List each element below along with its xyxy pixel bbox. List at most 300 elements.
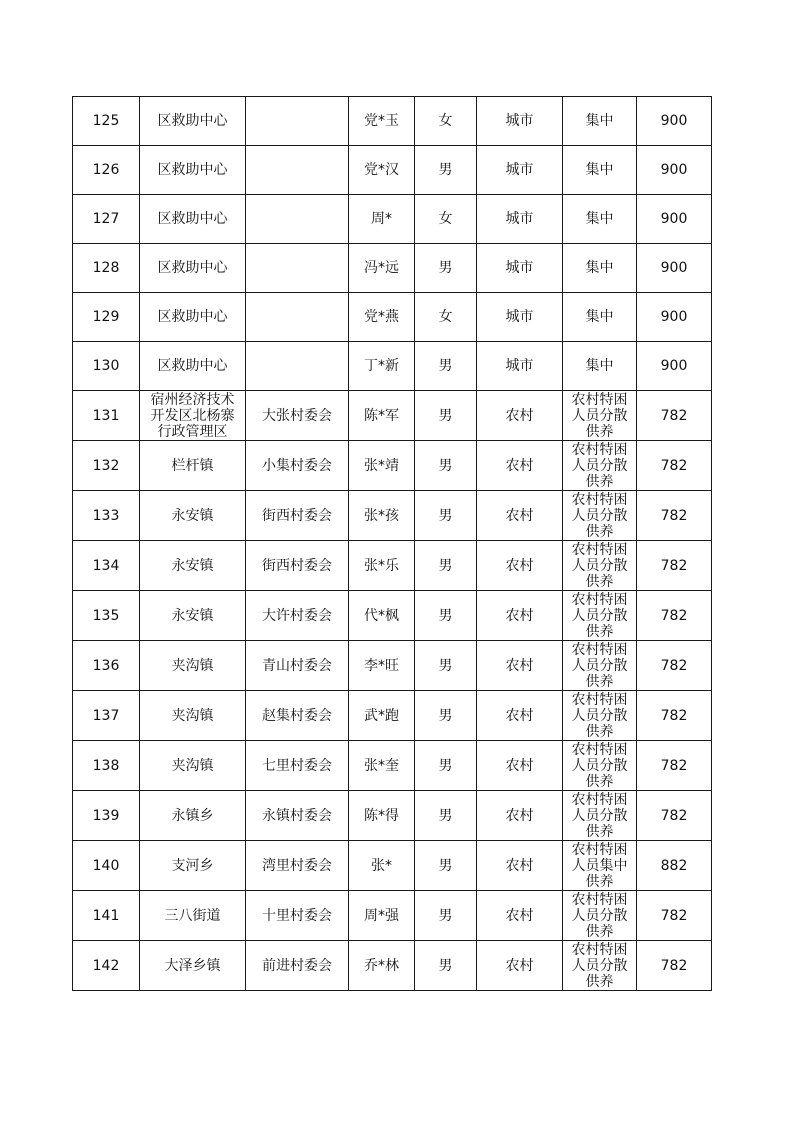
person-name-cell-text: 张*孩 <box>364 507 399 524</box>
person-name-cell-text: 党*燕 <box>364 309 399 325</box>
amount-cell <box>637 491 712 541</box>
support-type-cell <box>563 491 637 541</box>
village-cell <box>246 941 349 991</box>
town-cell <box>140 97 246 146</box>
amount-cell-text: 782 <box>660 807 688 824</box>
town-cell-text: 夹沟镇 <box>171 707 214 724</box>
amount-cell <box>637 791 712 841</box>
amount-cell <box>637 97 712 146</box>
area-type-cell-text: 农村 <box>505 407 534 424</box>
town-cell <box>140 441 246 491</box>
amount-cell-text: 782 <box>660 907 688 924</box>
area-type-cell-text: 农村 <box>505 707 534 724</box>
village-cell <box>246 741 349 791</box>
amount-cell <box>637 441 712 491</box>
person-name-cell-text: 周*强 <box>364 907 399 924</box>
serial-number-cell-text: 139 <box>92 807 120 824</box>
gender-cell-text: 男 <box>438 358 453 374</box>
table-row <box>73 146 712 195</box>
gender-cell-text: 男 <box>438 857 453 874</box>
support-type-cell-text: 集中 <box>585 309 614 325</box>
area-type-cell <box>477 791 563 841</box>
gender-cell-text: 男 <box>438 407 453 424</box>
amount-cell-text: 782 <box>660 507 688 524</box>
serial-number-cell <box>73 891 140 941</box>
town-cell-text: 永镇乡 <box>171 807 214 824</box>
village-cell <box>246 146 349 195</box>
gender-cell-text: 男 <box>438 260 453 276</box>
village-cell-text: 大张村委会 <box>262 407 332 424</box>
gender-cell <box>415 791 477 841</box>
serial-number-cell <box>73 195 140 244</box>
town-cell-text: 支河乡 <box>171 857 214 874</box>
support-type-cell <box>563 195 637 244</box>
village-cell-text: 大许村委会 <box>262 607 332 624</box>
area-type-cell <box>477 741 563 791</box>
amount-cell <box>637 293 712 342</box>
village-cell <box>246 391 349 441</box>
amount-cell-text: 900 <box>660 211 688 227</box>
serial-number-cell-text: 125 <box>92 113 120 129</box>
amount-cell-text: 782 <box>660 457 688 474</box>
person-name-cell <box>349 97 415 146</box>
support-type-cell <box>563 244 637 293</box>
support-type-cell <box>563 641 637 691</box>
gender-cell <box>415 891 477 941</box>
person-name-cell-text: 党*玉 <box>364 113 399 129</box>
table-row <box>73 891 712 941</box>
area-type-cell <box>477 195 563 244</box>
area-type-cell <box>477 691 563 741</box>
gender-cell <box>415 97 477 146</box>
serial-number-cell-text: 134 <box>92 557 120 574</box>
amount-cell-text: 900 <box>660 260 688 276</box>
town-cell <box>140 591 246 641</box>
serial-number-cell <box>73 841 140 891</box>
gender-cell-text: 男 <box>438 557 453 574</box>
town-cell <box>140 741 246 791</box>
gender-cell <box>415 146 477 195</box>
serial-number-cell-text: 138 <box>92 757 120 774</box>
serial-number-cell <box>73 741 140 791</box>
recipients-table <box>72 96 712 991</box>
support-type-cell-text: 农村特困人员集中供养 <box>571 842 628 889</box>
gender-cell <box>415 342 477 391</box>
amount-cell <box>637 244 712 293</box>
area-type-cell-text: 城市 <box>505 162 534 178</box>
support-type-cell <box>563 97 637 146</box>
village-cell <box>246 97 349 146</box>
person-name-cell <box>349 741 415 791</box>
village-cell-text: 前进村委会 <box>262 957 332 974</box>
town-cell-text: 夹沟镇 <box>171 657 214 674</box>
support-type-cell <box>563 441 637 491</box>
table-row <box>73 741 712 791</box>
table-row <box>73 293 712 342</box>
table-row <box>73 591 712 641</box>
village-cell <box>246 591 349 641</box>
town-cell <box>140 146 246 195</box>
person-name-cell-text: 陈*军 <box>364 407 399 424</box>
town-cell-text: 永安镇 <box>171 507 214 524</box>
serial-number-cell-text: 137 <box>92 707 120 724</box>
amount-cell <box>637 146 712 195</box>
gender-cell-text: 男 <box>438 162 453 178</box>
gender-cell-text: 女 <box>438 211 453 227</box>
serial-number-cell-text: 131 <box>92 407 120 424</box>
serial-number-cell <box>73 97 140 146</box>
support-type-cell-text: 集中 <box>585 211 614 227</box>
support-type-cell <box>563 591 637 641</box>
village-cell-text: 七里村委会 <box>262 757 332 774</box>
town-cell <box>140 244 246 293</box>
support-type-cell-text: 农村特困人员分散供养 <box>571 742 628 789</box>
person-name-cell <box>349 391 415 441</box>
village-cell <box>246 691 349 741</box>
town-cell <box>140 791 246 841</box>
table-row <box>73 641 712 691</box>
person-name-cell <box>349 342 415 391</box>
amount-cell-text: 782 <box>660 407 688 424</box>
gender-cell-text: 男 <box>438 657 453 674</box>
town-cell <box>140 641 246 691</box>
area-type-cell-text: 农村 <box>505 607 534 624</box>
amount-cell <box>637 841 712 891</box>
person-name-cell-text: 丁*新 <box>364 358 399 374</box>
town-cell <box>140 195 246 244</box>
serial-number-cell-text: 142 <box>92 957 120 974</box>
serial-number-cell <box>73 342 140 391</box>
amount-cell-text: 900 <box>660 309 688 325</box>
person-name-cell <box>349 244 415 293</box>
amount-cell-text: 782 <box>660 607 688 624</box>
amount-cell-text: 882 <box>660 857 688 874</box>
village-cell-text: 小集村委会 <box>262 457 332 474</box>
amount-cell-text: 782 <box>660 957 688 974</box>
serial-number-cell <box>73 791 140 841</box>
village-cell <box>246 244 349 293</box>
area-type-cell <box>477 941 563 991</box>
village-cell-text: 赵集村委会 <box>262 707 332 724</box>
town-cell-text: 区救助中心 <box>157 211 228 227</box>
gender-cell <box>415 195 477 244</box>
serial-number-cell-text: 133 <box>92 507 120 524</box>
serial-number-cell-text: 132 <box>92 457 120 474</box>
amount-cell <box>637 591 712 641</box>
support-type-cell-text: 农村特困人员分散供养 <box>571 892 628 939</box>
table-row <box>73 441 712 491</box>
area-type-cell <box>477 891 563 941</box>
person-name-cell-text: 李*旺 <box>364 657 399 674</box>
town-cell-text: 大泽乡镇 <box>164 957 221 974</box>
amount-cell <box>637 741 712 791</box>
gender-cell-text: 男 <box>438 507 453 524</box>
town-cell <box>140 541 246 591</box>
gender-cell-text: 男 <box>438 607 453 624</box>
serial-number-cell <box>73 591 140 641</box>
village-cell <box>246 441 349 491</box>
table-row <box>73 941 712 991</box>
person-name-cell-text: 周* <box>371 211 392 227</box>
gender-cell <box>415 491 477 541</box>
town-cell <box>140 891 246 941</box>
serial-number-cell-text: 129 <box>92 309 120 325</box>
support-type-cell-text: 农村特困人员分散供养 <box>571 692 628 739</box>
village-cell-text: 湾里村委会 <box>262 857 332 874</box>
village-cell <box>246 791 349 841</box>
amount-cell-text: 782 <box>660 557 688 574</box>
gender-cell-text: 男 <box>438 957 453 974</box>
area-type-cell <box>477 641 563 691</box>
person-name-cell <box>349 491 415 541</box>
person-name-cell-text: 张*靖 <box>364 457 399 474</box>
area-type-cell <box>477 342 563 391</box>
person-name-cell-text: 张*奎 <box>364 757 399 774</box>
area-type-cell-text: 农村 <box>505 807 534 824</box>
village-cell-text: 街西村委会 <box>262 507 332 524</box>
town-cell <box>140 293 246 342</box>
person-name-cell <box>349 293 415 342</box>
town-cell <box>140 491 246 541</box>
person-name-cell <box>349 641 415 691</box>
person-name-cell-text: 张* <box>371 857 392 874</box>
support-type-cell-text: 集中 <box>585 162 614 178</box>
amount-cell-text: 900 <box>660 358 688 374</box>
village-cell <box>246 891 349 941</box>
town-cell-text: 三八街道 <box>164 907 221 924</box>
area-type-cell-text: 农村 <box>505 657 534 674</box>
gender-cell <box>415 841 477 891</box>
gender-cell-text: 男 <box>438 757 453 774</box>
person-name-cell-text: 陈*得 <box>364 807 399 824</box>
amount-cell <box>637 941 712 991</box>
gender-cell <box>415 244 477 293</box>
area-type-cell-text: 农村 <box>505 957 534 974</box>
support-type-cell <box>563 741 637 791</box>
area-type-cell <box>477 591 563 641</box>
area-type-cell-text: 城市 <box>505 211 534 227</box>
town-cell <box>140 342 246 391</box>
village-cell-text: 青山村委会 <box>262 657 332 674</box>
area-type-cell <box>477 541 563 591</box>
gender-cell-text: 女 <box>438 309 453 325</box>
area-type-cell <box>477 97 563 146</box>
village-cell-text: 永镇村委会 <box>262 807 332 824</box>
serial-number-cell-text: 135 <box>92 607 120 624</box>
amount-cell-text: 782 <box>660 657 688 674</box>
serial-number-cell-text: 140 <box>92 857 120 874</box>
area-type-cell <box>477 441 563 491</box>
support-type-cell-text: 农村特困人员分散供养 <box>571 442 628 489</box>
area-type-cell-text: 农村 <box>505 557 534 574</box>
village-cell <box>246 641 349 691</box>
support-type-cell <box>563 941 637 991</box>
gender-cell <box>415 941 477 991</box>
table-row <box>73 391 712 441</box>
support-type-cell <box>563 541 637 591</box>
person-name-cell-text: 武*跑 <box>364 707 399 724</box>
gender-cell <box>415 541 477 591</box>
town-cell <box>140 391 246 441</box>
support-type-cell-text: 农村特困人员分散供养 <box>571 392 628 439</box>
support-type-cell-text: 农村特困人员分散供养 <box>571 492 628 539</box>
serial-number-cell <box>73 491 140 541</box>
serial-number-cell <box>73 146 140 195</box>
amount-cell <box>637 641 712 691</box>
gender-cell <box>415 741 477 791</box>
gender-cell <box>415 641 477 691</box>
town-cell-text: 区救助中心 <box>157 260 228 276</box>
table-row <box>73 491 712 541</box>
serial-number-cell <box>73 691 140 741</box>
support-type-cell <box>563 841 637 891</box>
table-row <box>73 342 712 391</box>
support-type-cell <box>563 391 637 441</box>
amount-cell <box>637 891 712 941</box>
person-name-cell <box>349 791 415 841</box>
person-name-cell <box>349 195 415 244</box>
support-type-cell <box>563 146 637 195</box>
area-type-cell <box>477 244 563 293</box>
serial-number-cell <box>73 641 140 691</box>
town-cell-text: 永安镇 <box>171 607 214 624</box>
village-cell <box>246 342 349 391</box>
serial-number-cell-text: 141 <box>92 907 120 924</box>
person-name-cell-text: 乔*林 <box>364 957 399 974</box>
area-type-cell-text: 城市 <box>505 309 534 325</box>
serial-number-cell <box>73 391 140 441</box>
table-row <box>73 691 712 741</box>
amount-cell <box>637 195 712 244</box>
village-cell <box>246 195 349 244</box>
area-type-cell-text: 城市 <box>505 113 534 129</box>
area-type-cell <box>477 146 563 195</box>
area-type-cell-text: 城市 <box>505 358 534 374</box>
support-type-cell-text: 农村特困人员分散供养 <box>571 542 628 589</box>
gender-cell <box>415 691 477 741</box>
amount-cell-text: 782 <box>660 757 688 774</box>
person-name-cell <box>349 441 415 491</box>
serial-number-cell-text: 128 <box>92 260 120 276</box>
town-cell-text: 区救助中心 <box>157 162 228 178</box>
serial-number-cell <box>73 244 140 293</box>
gender-cell <box>415 591 477 641</box>
town-cell-text: 区救助中心 <box>157 113 228 129</box>
person-name-cell-text: 党*汉 <box>364 162 399 178</box>
serial-number-cell <box>73 941 140 991</box>
amount-cell <box>637 342 712 391</box>
support-type-cell-text: 农村特困人员分散供养 <box>571 592 628 639</box>
support-type-cell-text: 集中 <box>585 113 614 129</box>
person-name-cell <box>349 541 415 591</box>
gender-cell <box>415 293 477 342</box>
table-row <box>73 791 712 841</box>
gender-cell-text: 男 <box>438 457 453 474</box>
gender-cell <box>415 391 477 441</box>
person-name-cell-text: 代*枫 <box>364 607 399 624</box>
area-type-cell <box>477 293 563 342</box>
serial-number-cell-text: 126 <box>92 162 120 178</box>
area-type-cell <box>477 391 563 441</box>
serial-number-cell <box>73 441 140 491</box>
person-name-cell <box>349 891 415 941</box>
table-row <box>73 97 712 146</box>
serial-number-cell <box>73 541 140 591</box>
support-type-cell <box>563 891 637 941</box>
town-cell <box>140 691 246 741</box>
area-type-cell-text: 农村 <box>505 457 534 474</box>
serial-number-cell <box>73 293 140 342</box>
person-name-cell <box>349 691 415 741</box>
support-type-cell-text: 集中 <box>585 260 614 276</box>
support-type-cell <box>563 791 637 841</box>
area-type-cell <box>477 841 563 891</box>
gender-cell-text: 男 <box>438 807 453 824</box>
serial-number-cell-text: 130 <box>92 358 120 374</box>
amount-cell <box>637 691 712 741</box>
person-name-cell <box>349 941 415 991</box>
area-type-cell-text: 农村 <box>505 857 534 874</box>
village-cell <box>246 841 349 891</box>
table-row <box>73 841 712 891</box>
table-row <box>73 244 712 293</box>
amount-cell-text: 900 <box>660 162 688 178</box>
village-cell-text: 十里村委会 <box>262 907 332 924</box>
support-type-cell-text: 农村特困人员分散供养 <box>571 642 628 689</box>
person-name-cell-text: 冯*远 <box>364 260 399 276</box>
support-type-cell <box>563 342 637 391</box>
town-cell-text: 宿州经济技术开发区北杨寨行政管理区 <box>150 392 235 439</box>
area-type-cell-text: 农村 <box>505 907 534 924</box>
village-cell <box>246 491 349 541</box>
town-cell-text: 区救助中心 <box>157 309 228 325</box>
amount-cell-text: 782 <box>660 707 688 724</box>
area-type-cell-text: 农村 <box>505 757 534 774</box>
village-cell <box>246 541 349 591</box>
gender-cell-text: 女 <box>438 113 453 129</box>
area-type-cell <box>477 491 563 541</box>
support-type-cell <box>563 691 637 741</box>
support-type-cell <box>563 293 637 342</box>
amount-cell <box>637 391 712 441</box>
table-body <box>73 97 712 991</box>
amount-cell <box>637 541 712 591</box>
area-type-cell-text: 城市 <box>505 260 534 276</box>
town-cell-text: 夹沟镇 <box>171 757 214 774</box>
serial-number-cell-text: 136 <box>92 657 120 674</box>
person-name-cell <box>349 591 415 641</box>
town-cell <box>140 941 246 991</box>
person-name-cell <box>349 841 415 891</box>
area-type-cell-text: 农村 <box>505 507 534 524</box>
town-cell-text: 栏杆镇 <box>171 457 214 474</box>
support-type-cell-text: 农村特困人员分散供养 <box>571 792 628 839</box>
gender-cell <box>415 441 477 491</box>
town-cell-text: 区救助中心 <box>157 358 228 374</box>
support-type-cell-text: 农村特困人员分散供养 <box>571 942 628 989</box>
village-cell <box>246 293 349 342</box>
amount-cell-text: 900 <box>660 113 688 129</box>
table-row <box>73 541 712 591</box>
gender-cell-text: 男 <box>438 907 453 924</box>
town-cell-text: 永安镇 <box>171 557 214 574</box>
village-cell-text: 街西村委会 <box>262 557 332 574</box>
person-name-cell <box>349 146 415 195</box>
support-type-cell-text: 集中 <box>585 358 614 374</box>
serial-number-cell-text: 127 <box>92 211 120 227</box>
town-cell <box>140 841 246 891</box>
table-row <box>73 195 712 244</box>
